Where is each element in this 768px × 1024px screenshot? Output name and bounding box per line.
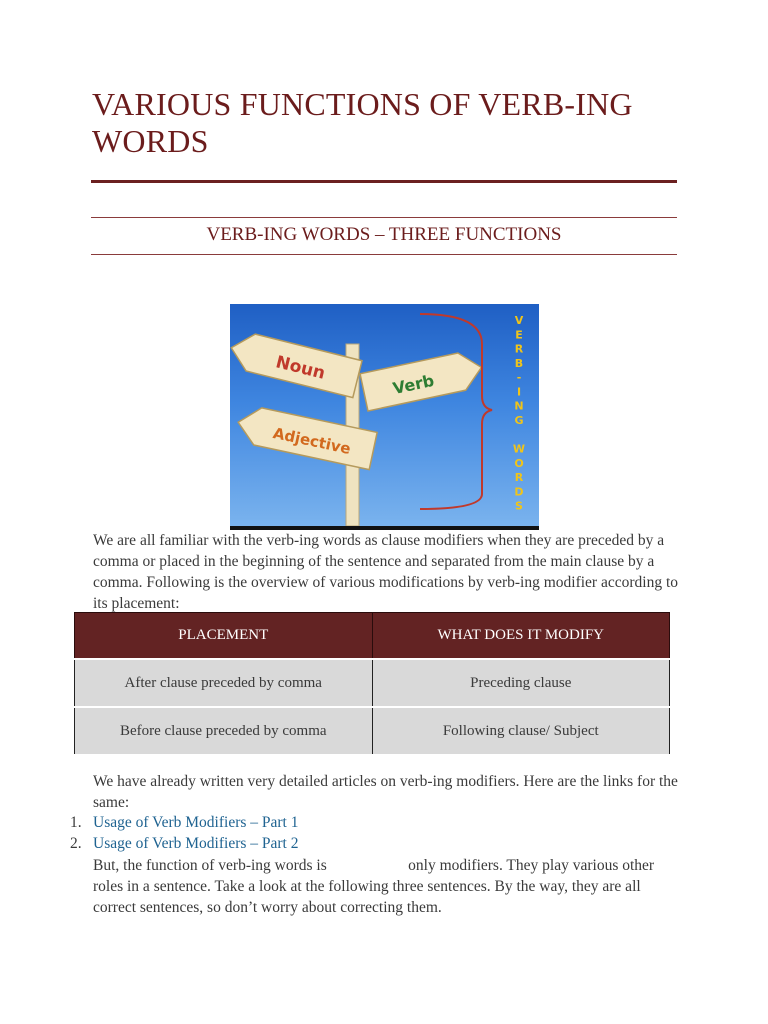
bracket-shape [420, 314, 492, 509]
list-item [70, 812, 299, 833]
page-title: VARIOUS FUNCTIONS OF VERB-ING WORDS [92, 86, 633, 159]
vertical-label-letter: R [514, 471, 524, 485]
list-item [70, 833, 299, 854]
list-number: 1. [70, 814, 82, 831]
vertical-label-letter: S [515, 499, 523, 513]
vertical-label-letter: N [514, 399, 524, 413]
table-row [75, 659, 670, 707]
verb-sign-label: Verb [391, 370, 436, 399]
section-subtitle: VERB-ING WORDS – THREE FUNCTIONS [206, 224, 562, 245]
links-intro-paragraph: We have already written very detailed articles on verb-ing modifiers. Here are the links for the same: [93, 773, 678, 811]
signpost-graphic [230, 304, 539, 526]
vertical-label-letter: V [514, 314, 524, 327]
signpost-illustration [230, 304, 539, 530]
adjective-sign-label: Adjective [271, 424, 353, 459]
closing-paragraph: But, the function of verb-ing words is only modifiers. They play various other roles in a sentence. Take a look at the following three sentences. By the way, they are all correct sentences, so don’t worry about correcting them. [93, 857, 658, 916]
article-links-list [70, 812, 299, 854]
vertical-label-letter: R [514, 342, 524, 356]
table-cell: Preceding clause [372, 659, 670, 707]
list-number: 2. [70, 835, 82, 852]
verb-sign [360, 349, 485, 411]
verb-modifiers-part1-link[interactable]: Usage of Verb Modifiers – Part 1 [93, 814, 299, 831]
table-header-placement: PLACEMENT [75, 613, 373, 660]
vertical-label-letter: D [514, 485, 524, 499]
table-cell: Before clause preceded by comma [75, 707, 373, 754]
verb-modifiers-part2-link[interactable]: Usage of Verb Modifiers – Part 2 [93, 835, 299, 852]
vertical-label [513, 314, 525, 513]
subtitle-top-divider [91, 217, 677, 218]
noun-sign [230, 329, 362, 397]
vertical-label-letter: G [514, 414, 524, 427]
table-row [75, 707, 670, 754]
intro-paragraph: We are all familiar with the verb-ing words as clause modifiers when they are preceded by a comma or placed in the beginning of the sentence and separated from the main clause by a comma. Following is the overview of various modifications by verb-ing modifier according to its placement: [93, 532, 678, 612]
table-header-modifies: WHAT DOES IT MODIFY [372, 613, 670, 660]
vertical-label-letter: - [516, 371, 522, 385]
vertical-label-letter: I [516, 385, 522, 399]
subtitle-bottom-divider [91, 254, 677, 255]
title-divider [91, 180, 677, 183]
table-header-row [75, 613, 670, 660]
vertical-label-letter: B [514, 356, 524, 370]
table-cell: Following clause/ Subject [372, 707, 670, 754]
placement-table [74, 612, 670, 754]
vertical-label-letter: E [515, 328, 523, 342]
vertical-label-letter: W [512, 442, 526, 456]
vertical-label-letter: O [514, 456, 524, 470]
table-cell: After clause preceded by comma [75, 659, 373, 707]
noun-sign-label: Noun [273, 352, 328, 384]
